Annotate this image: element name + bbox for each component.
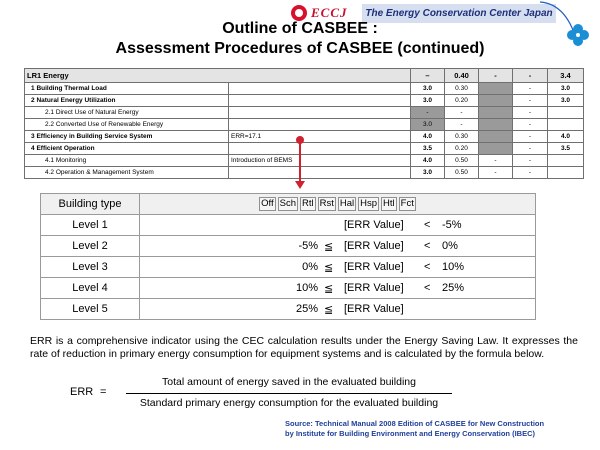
table-row [25,143,584,155]
table-row [41,257,536,278]
table-row [41,236,536,257]
building-type-chip: Rtl [302,198,314,209]
lower-bound: 0% [302,261,318,273]
item-note [229,143,411,155]
item-note [229,119,411,131]
item-note: ERR=17.1 [229,131,411,143]
item-label: 3 Efficiency in Building Service System [25,131,229,143]
err-expression: [ERR Value] [344,261,404,273]
eccj-logo [291,5,361,21]
item-cell: - [513,155,548,167]
table-row [25,107,584,119]
err-expression: [ERR Value] [344,303,404,315]
item-weight: 0.30 [445,83,479,95]
err-description: ERR is a comprehensive indicator using the CEC calculation results under the Energy Saving Law. It expresses the rate of reduction in primary energy consumption for equipment systems and is calculated by the formula below. [30,335,578,360]
eccj-logo-mark-icon [291,5,307,21]
lower-operator: ≦ [324,262,334,274]
item-total [548,107,584,119]
item-score: 4.0 [411,131,445,143]
item-total: 3.0 [548,83,584,95]
lower-bound: 10% [295,282,318,294]
table-row [25,95,584,107]
item-cell [479,95,513,107]
header-cell: – [411,69,445,83]
table-row [25,155,584,167]
header-cell: - [479,69,513,83]
upper-operator: < [424,261,431,273]
item-label: 4 Efficient Operation [25,143,229,155]
table-row [41,299,536,320]
item-weight: 0.50 [445,155,479,167]
source-line-2: by Institute for Building Environment and Energy Conservation (IBEC) [285,429,536,438]
table-row [25,83,584,95]
item-cell: - [513,83,548,95]
item-weight: - [445,119,479,131]
level-label: Level 2 [41,236,140,257]
organization-name: The Energy Conservation Center Japan [362,4,556,23]
level-condition [140,278,536,299]
table-row [41,278,536,299]
item-label: 4.1 Monitoring [25,155,229,167]
upper-operator: < [424,219,431,231]
source-citation [285,419,595,439]
pointer-line [299,139,301,184]
item-total [548,167,584,179]
pointer-arrow-icon [295,181,305,189]
item-note: Introduction of BEMS [229,155,411,167]
lr1-energy-table [24,68,584,179]
upper-bound: -5% [442,219,462,231]
lower-operator: ≦ [324,241,334,253]
building-type-header: Building type [41,194,140,215]
item-score: 3.0 [411,119,445,131]
building-type-chip: Off [261,198,274,209]
item-note [229,107,411,119]
lower-bound: 25% [295,303,318,315]
header-cell: 0.40 [445,69,479,83]
item-note [229,83,411,95]
upper-bound: 0% [442,240,458,252]
level-condition [140,236,536,257]
item-label: 2.1 Direct Use of Natural Energy [25,107,229,119]
formula-label: ERR [70,386,94,398]
table-header-row [41,194,536,215]
level-label: Level 3 [41,257,140,278]
page-title-line-1: Outline of CASBEE : [222,20,378,37]
header-cell: - [513,69,548,83]
level-condition [140,257,536,278]
item-score: 4.0 [411,155,445,167]
level-label: Level 5 [41,299,140,320]
err-expression: [ERR Value] [344,282,404,294]
item-total: 4.0 [548,131,584,143]
item-weight: 0.50 [445,167,479,179]
table-header-row [25,69,584,83]
item-note [229,95,411,107]
item-label: 1 Building Thermal Load [25,83,229,95]
formula-numerator: Total amount of energy saved in the evaluated building [162,376,416,388]
item-label: 2.2 Converted Use of Renewable Energy [25,119,229,131]
level-label: Level 1 [41,215,140,236]
err-expression: [ERR Value] [344,240,404,252]
item-total: 3.0 [548,95,584,107]
table-row [25,131,584,143]
lower-operator: ≦ [324,283,334,295]
item-total [548,119,584,131]
upper-operator: < [424,240,431,252]
source-line-1: Source: Technical Manual 2008 Edition of CASBEE for New Construction [285,419,545,428]
building-type-chip: Fct [400,198,414,209]
item-note [229,167,411,179]
formula-denominator: Standard primary energy consumption for the evaluated building [139,397,439,409]
eccj-logo-text: ECCJ [311,5,348,20]
item-score: 3.0 [411,95,445,107]
err-levels-table [40,193,536,320]
building-type-chips [140,194,536,215]
item-total: 3.5 [548,143,584,155]
building-type-chip: Htl [383,198,395,209]
header-cell: 3.4 [548,69,584,83]
table-row [41,215,536,236]
item-cell [479,83,513,95]
building-type-chip: Sch [279,198,296,209]
level-label: Level 4 [41,278,140,299]
item-score: - [411,107,445,119]
item-score: 3.0 [411,167,445,179]
item-cell [479,119,513,131]
item-cell: - [513,143,548,155]
upper-bound: 25% [442,282,465,294]
building-type-chip: Rst [319,198,334,209]
level-condition [140,299,536,320]
item-weight: 0.30 [445,131,479,143]
item-cell [479,143,513,155]
item-label: 2 Natural Energy Utilization [25,95,229,107]
lr1-header-label: LR1 Energy [25,69,411,83]
building-type-chip: Hsp [360,198,378,209]
item-cell: - [513,167,548,179]
table-row [25,167,584,179]
item-score: 3.5 [411,143,445,155]
item-cell: - [513,95,548,107]
building-type-chip: Hal [339,198,355,209]
item-weight: 0.20 [445,143,479,155]
lower-operator: ≦ [324,304,334,316]
upper-bound: 10% [442,261,465,273]
table-row [25,119,584,131]
fraction-line [126,393,452,394]
pointer-dot-icon [296,136,304,144]
item-score: 3.0 [411,83,445,95]
item-cell: - [513,131,548,143]
formula-equals: = [100,386,107,398]
item-cell [479,131,513,143]
item-cell: - [479,167,513,179]
item-weight: 0.20 [445,95,479,107]
lower-bound: -5% [298,240,318,252]
upper-operator: < [424,282,431,294]
item-cell: - [513,119,548,131]
item-total [548,155,584,167]
item-cell: - [479,155,513,167]
err-expression: [ERR Value] [344,219,404,231]
item-cell [479,107,513,119]
item-label: 4.2 Operation & Management System [25,167,229,179]
item-cell: - [513,107,548,119]
page-title-line-2: Assessment Procedures of CASBEE (continued) [115,40,485,57]
item-weight: - [445,107,479,119]
level-condition [140,215,536,236]
